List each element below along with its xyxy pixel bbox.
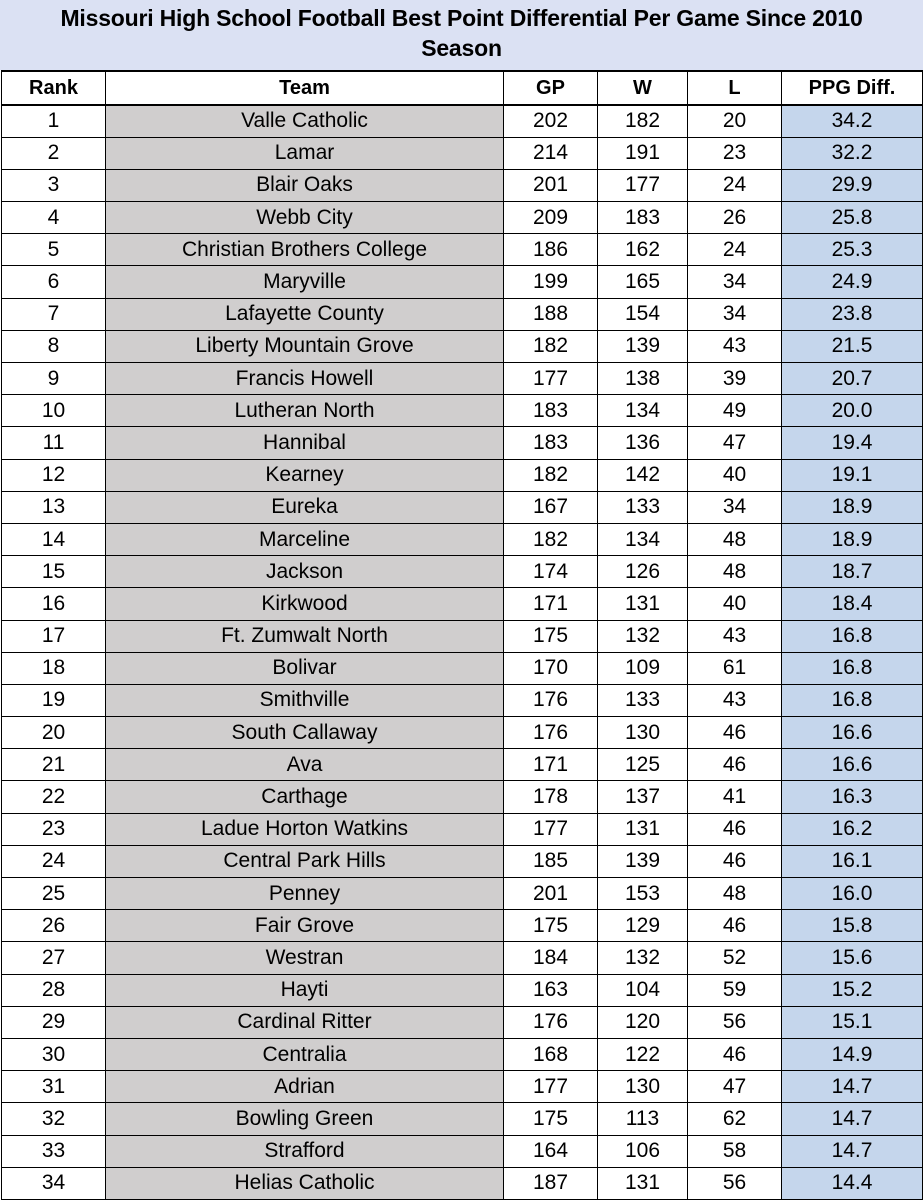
cell-team: Kearney [106,459,504,491]
cell-gp: 209 [504,202,598,234]
cell-rank: 8 [2,330,106,362]
cell-gp: 176 [504,684,598,716]
cell-team: Bowling Green [106,1103,504,1135]
cell-ppg-diff: 29.9 [782,169,923,201]
cell-rank: 24 [2,845,106,877]
cell-team: Helias Catholic [106,1167,504,1199]
cell-l: 59 [688,974,782,1006]
cell-rank: 33 [2,1135,106,1167]
cell-team: Webb City [106,202,504,234]
cell-rank: 9 [2,363,106,395]
cell-l: 40 [688,588,782,620]
cell-ppg-diff: 15.8 [782,910,923,942]
cell-l: 20 [688,105,782,137]
cell-rank: 10 [2,395,106,427]
cell-gp: 202 [504,105,598,137]
cell-l: 34 [688,266,782,298]
cell-ppg-diff: 14.4 [782,1167,923,1199]
cell-rank: 14 [2,523,106,555]
cell-l: 34 [688,298,782,330]
cell-l: 48 [688,878,782,910]
cell-l: 47 [688,1071,782,1103]
cell-w: 125 [598,749,688,781]
cell-w: 154 [598,298,688,330]
table-row [2,105,923,137]
cell-rank: 20 [2,717,106,749]
cell-ppg-diff: 23.8 [782,298,923,330]
table-row [2,266,923,298]
cell-w: 131 [598,1167,688,1199]
cell-w: 132 [598,942,688,974]
cell-gp: 178 [504,781,598,813]
cell-w: 153 [598,878,688,910]
cell-ppg-diff: 18.7 [782,556,923,588]
cell-w: 131 [598,588,688,620]
cell-rank: 26 [2,910,106,942]
cell-gp: 171 [504,749,598,781]
cell-ppg-diff: 15.6 [782,942,923,974]
cell-gp: 177 [504,1071,598,1103]
cell-gp: 171 [504,588,598,620]
table-row [2,137,923,169]
cell-team: Francis Howell [106,363,504,395]
cell-l: 43 [688,684,782,716]
table-row [2,202,923,234]
table-row [2,491,923,523]
cell-gp: 199 [504,266,598,298]
cell-gp: 182 [504,330,598,362]
cell-w: 126 [598,556,688,588]
cell-team: Carthage [106,781,504,813]
table-row [2,395,923,427]
cell-l: 46 [688,717,782,749]
cell-ppg-diff: 18.4 [782,588,923,620]
cell-gp: 167 [504,491,598,523]
cell-w: 106 [598,1135,688,1167]
table-row [2,1167,923,1199]
cell-team: Marceline [106,523,504,555]
cell-rank: 6 [2,266,106,298]
header-rank: Rank [2,71,106,105]
cell-w: 136 [598,427,688,459]
table-row [2,813,923,845]
table-row [2,169,923,201]
cell-gp: 164 [504,1135,598,1167]
cell-ppg-diff: 25.8 [782,202,923,234]
table-body [2,105,923,1199]
cell-l: 48 [688,523,782,555]
cell-w: 182 [598,105,688,137]
cell-gp: 214 [504,137,598,169]
cell-w: 130 [598,1071,688,1103]
cell-rank: 27 [2,942,106,974]
table-row [2,427,923,459]
cell-l: 23 [688,137,782,169]
cell-l: 46 [688,813,782,845]
cell-ppg-diff: 16.2 [782,813,923,845]
cell-l: 24 [688,234,782,266]
table-row [2,1103,923,1135]
cell-gp: 175 [504,620,598,652]
cell-rank: 19 [2,684,106,716]
cell-w: 139 [598,845,688,877]
cell-ppg-diff: 16.3 [782,781,923,813]
cell-w: 191 [598,137,688,169]
cell-w: 138 [598,363,688,395]
cell-team: Christian Brothers College [106,234,504,266]
cell-w: 134 [598,523,688,555]
table-row [2,942,923,974]
cell-team: Lafayette County [106,298,504,330]
header-w: W [598,71,688,105]
cell-rank: 34 [2,1167,106,1199]
cell-w: 113 [598,1103,688,1135]
table-row [2,974,923,1006]
cell-team: Cardinal Ritter [106,1006,504,1038]
cell-ppg-diff: 24.9 [782,266,923,298]
header-ppg-diff: PPG Diff. [782,71,923,105]
table-row [2,1006,923,1038]
cell-gp: 174 [504,556,598,588]
cell-rank: 2 [2,137,106,169]
header-gp: GP [504,71,598,105]
cell-rank: 32 [2,1103,106,1135]
cell-rank: 15 [2,556,106,588]
cell-gp: 201 [504,169,598,201]
table-row [2,910,923,942]
cell-w: 131 [598,813,688,845]
cell-gp: 201 [504,878,598,910]
cell-ppg-diff: 14.7 [782,1071,923,1103]
cell-rank: 3 [2,169,106,201]
cell-gp: 163 [504,974,598,1006]
cell-w: 120 [598,1006,688,1038]
cell-team: Bolivar [106,652,504,684]
cell-ppg-diff: 15.1 [782,1006,923,1038]
cell-w: 104 [598,974,688,1006]
cell-rank: 12 [2,459,106,491]
cell-l: 40 [688,459,782,491]
cell-team: Ft. Zumwalt North [106,620,504,652]
table-row [2,652,923,684]
cell-ppg-diff: 16.0 [782,878,923,910]
cell-l: 62 [688,1103,782,1135]
cell-gp: 177 [504,813,598,845]
cell-ppg-diff: 20.7 [782,363,923,395]
cell-l: 39 [688,363,782,395]
cell-rank: 30 [2,1038,106,1070]
cell-team: Central Park Hills [106,845,504,877]
cell-w: 165 [598,266,688,298]
table-row [2,845,923,877]
table-row [2,363,923,395]
cell-team: Fair Grove [106,910,504,942]
cell-team: Smithville [106,684,504,716]
cell-l: 49 [688,395,782,427]
cell-ppg-diff: 16.8 [782,620,923,652]
cell-ppg-diff: 14.7 [782,1135,923,1167]
cell-gp: 185 [504,845,598,877]
cell-ppg-diff: 19.1 [782,459,923,491]
table-row [2,588,923,620]
cell-rank: 11 [2,427,106,459]
cell-ppg-diff: 18.9 [782,491,923,523]
cell-team: Kirkwood [106,588,504,620]
table-title [0,0,923,70]
table-row [2,523,923,555]
cell-ppg-diff: 14.9 [782,1038,923,1070]
cell-l: 43 [688,330,782,362]
cell-w: 134 [598,395,688,427]
cell-ppg-diff: 20.0 [782,395,923,427]
table-row [2,749,923,781]
cell-gp: 175 [504,910,598,942]
cell-w: 130 [598,717,688,749]
cell-ppg-diff: 19.4 [782,427,923,459]
cell-team: Strafford [106,1135,504,1167]
cell-l: 47 [688,427,782,459]
cell-w: 122 [598,1038,688,1070]
cell-team: South Callaway [106,717,504,749]
cell-team: Maryville [106,266,504,298]
cell-ppg-diff: 32.2 [782,137,923,169]
cell-rank: 28 [2,974,106,1006]
cell-rank: 5 [2,234,106,266]
cell-w: 133 [598,491,688,523]
cell-w: 162 [598,234,688,266]
cell-l: 46 [688,749,782,781]
table-row [2,459,923,491]
table-row [2,878,923,910]
cell-rank: 17 [2,620,106,652]
cell-gp: 176 [504,717,598,749]
cell-gp: 183 [504,427,598,459]
cell-team: Centralia [106,1038,504,1070]
table-row [2,1071,923,1103]
cell-rank: 22 [2,781,106,813]
table-row [2,717,923,749]
cell-team: Valle Catholic [106,105,504,137]
cell-l: 34 [688,491,782,523]
cell-team: Eureka [106,491,504,523]
cell-l: 43 [688,620,782,652]
cell-gp: 176 [504,1006,598,1038]
cell-w: 137 [598,781,688,813]
cell-l: 56 [688,1006,782,1038]
cell-rank: 18 [2,652,106,684]
cell-gp: 170 [504,652,598,684]
cell-l: 46 [688,1038,782,1070]
header-row [2,71,923,105]
cell-rank: 23 [2,813,106,845]
rankings-table [1,70,923,1200]
cell-team: Ladue Horton Watkins [106,813,504,845]
cell-gp: 187 [504,1167,598,1199]
cell-team: Westran [106,942,504,974]
cell-ppg-diff: 18.9 [782,523,923,555]
table-row [2,234,923,266]
cell-team: Penney [106,878,504,910]
cell-l: 24 [688,169,782,201]
table-row [2,781,923,813]
cell-ppg-diff: 15.2 [782,974,923,1006]
cell-team: Jackson [106,556,504,588]
cell-l: 26 [688,202,782,234]
cell-rank: 13 [2,491,106,523]
header-team: Team [106,71,504,105]
cell-team: Lutheran North [106,395,504,427]
cell-l: 52 [688,942,782,974]
cell-rank: 7 [2,298,106,330]
cell-l: 58 [688,1135,782,1167]
cell-ppg-diff: 16.8 [782,652,923,684]
cell-gp: 183 [504,395,598,427]
cell-ppg-diff: 25.3 [782,234,923,266]
cell-gp: 186 [504,234,598,266]
header-l: L [688,71,782,105]
cell-ppg-diff: 34.2 [782,105,923,137]
table-title-line1: Missouri High School Football Best Point Differential Per Game Since 2010 [60,5,863,31]
cell-rank: 4 [2,202,106,234]
cell-w: 133 [598,684,688,716]
cell-team: Lamar [106,137,504,169]
cell-team: Hayti [106,974,504,1006]
cell-ppg-diff: 21.5 [782,330,923,362]
cell-rank: 16 [2,588,106,620]
table-row [2,556,923,588]
table-title-line2: Season [421,35,502,61]
cell-w: 109 [598,652,688,684]
table-row [2,1038,923,1070]
cell-w: 183 [598,202,688,234]
cell-l: 61 [688,652,782,684]
cell-gp: 168 [504,1038,598,1070]
cell-gp: 175 [504,1103,598,1135]
cell-rank: 21 [2,749,106,781]
cell-gp: 182 [504,523,598,555]
table-row [2,620,923,652]
cell-team: Adrian [106,1071,504,1103]
cell-ppg-diff: 16.6 [782,717,923,749]
cell-l: 46 [688,910,782,942]
cell-gp: 177 [504,363,598,395]
cell-team: Liberty Mountain Grove [106,330,504,362]
cell-team: Blair Oaks [106,169,504,201]
cell-l: 41 [688,781,782,813]
cell-gp: 188 [504,298,598,330]
cell-team: Hannibal [106,427,504,459]
table-row [2,298,923,330]
cell-w: 142 [598,459,688,491]
cell-w: 129 [598,910,688,942]
cell-rank: 29 [2,1006,106,1038]
cell-team: Ava [106,749,504,781]
cell-l: 48 [688,556,782,588]
table-row [2,1135,923,1167]
cell-ppg-diff: 14.7 [782,1103,923,1135]
cell-w: 177 [598,169,688,201]
cell-ppg-diff: 16.8 [782,684,923,716]
cell-rank: 31 [2,1071,106,1103]
cell-gp: 184 [504,942,598,974]
cell-rank: 1 [2,105,106,137]
cell-w: 132 [598,620,688,652]
cell-ppg-diff: 16.1 [782,845,923,877]
table-row [2,330,923,362]
table-row [2,684,923,716]
cell-l: 46 [688,845,782,877]
cell-ppg-diff: 16.6 [782,749,923,781]
cell-gp: 182 [504,459,598,491]
cell-w: 139 [598,330,688,362]
cell-rank: 25 [2,878,106,910]
cell-l: 56 [688,1167,782,1199]
